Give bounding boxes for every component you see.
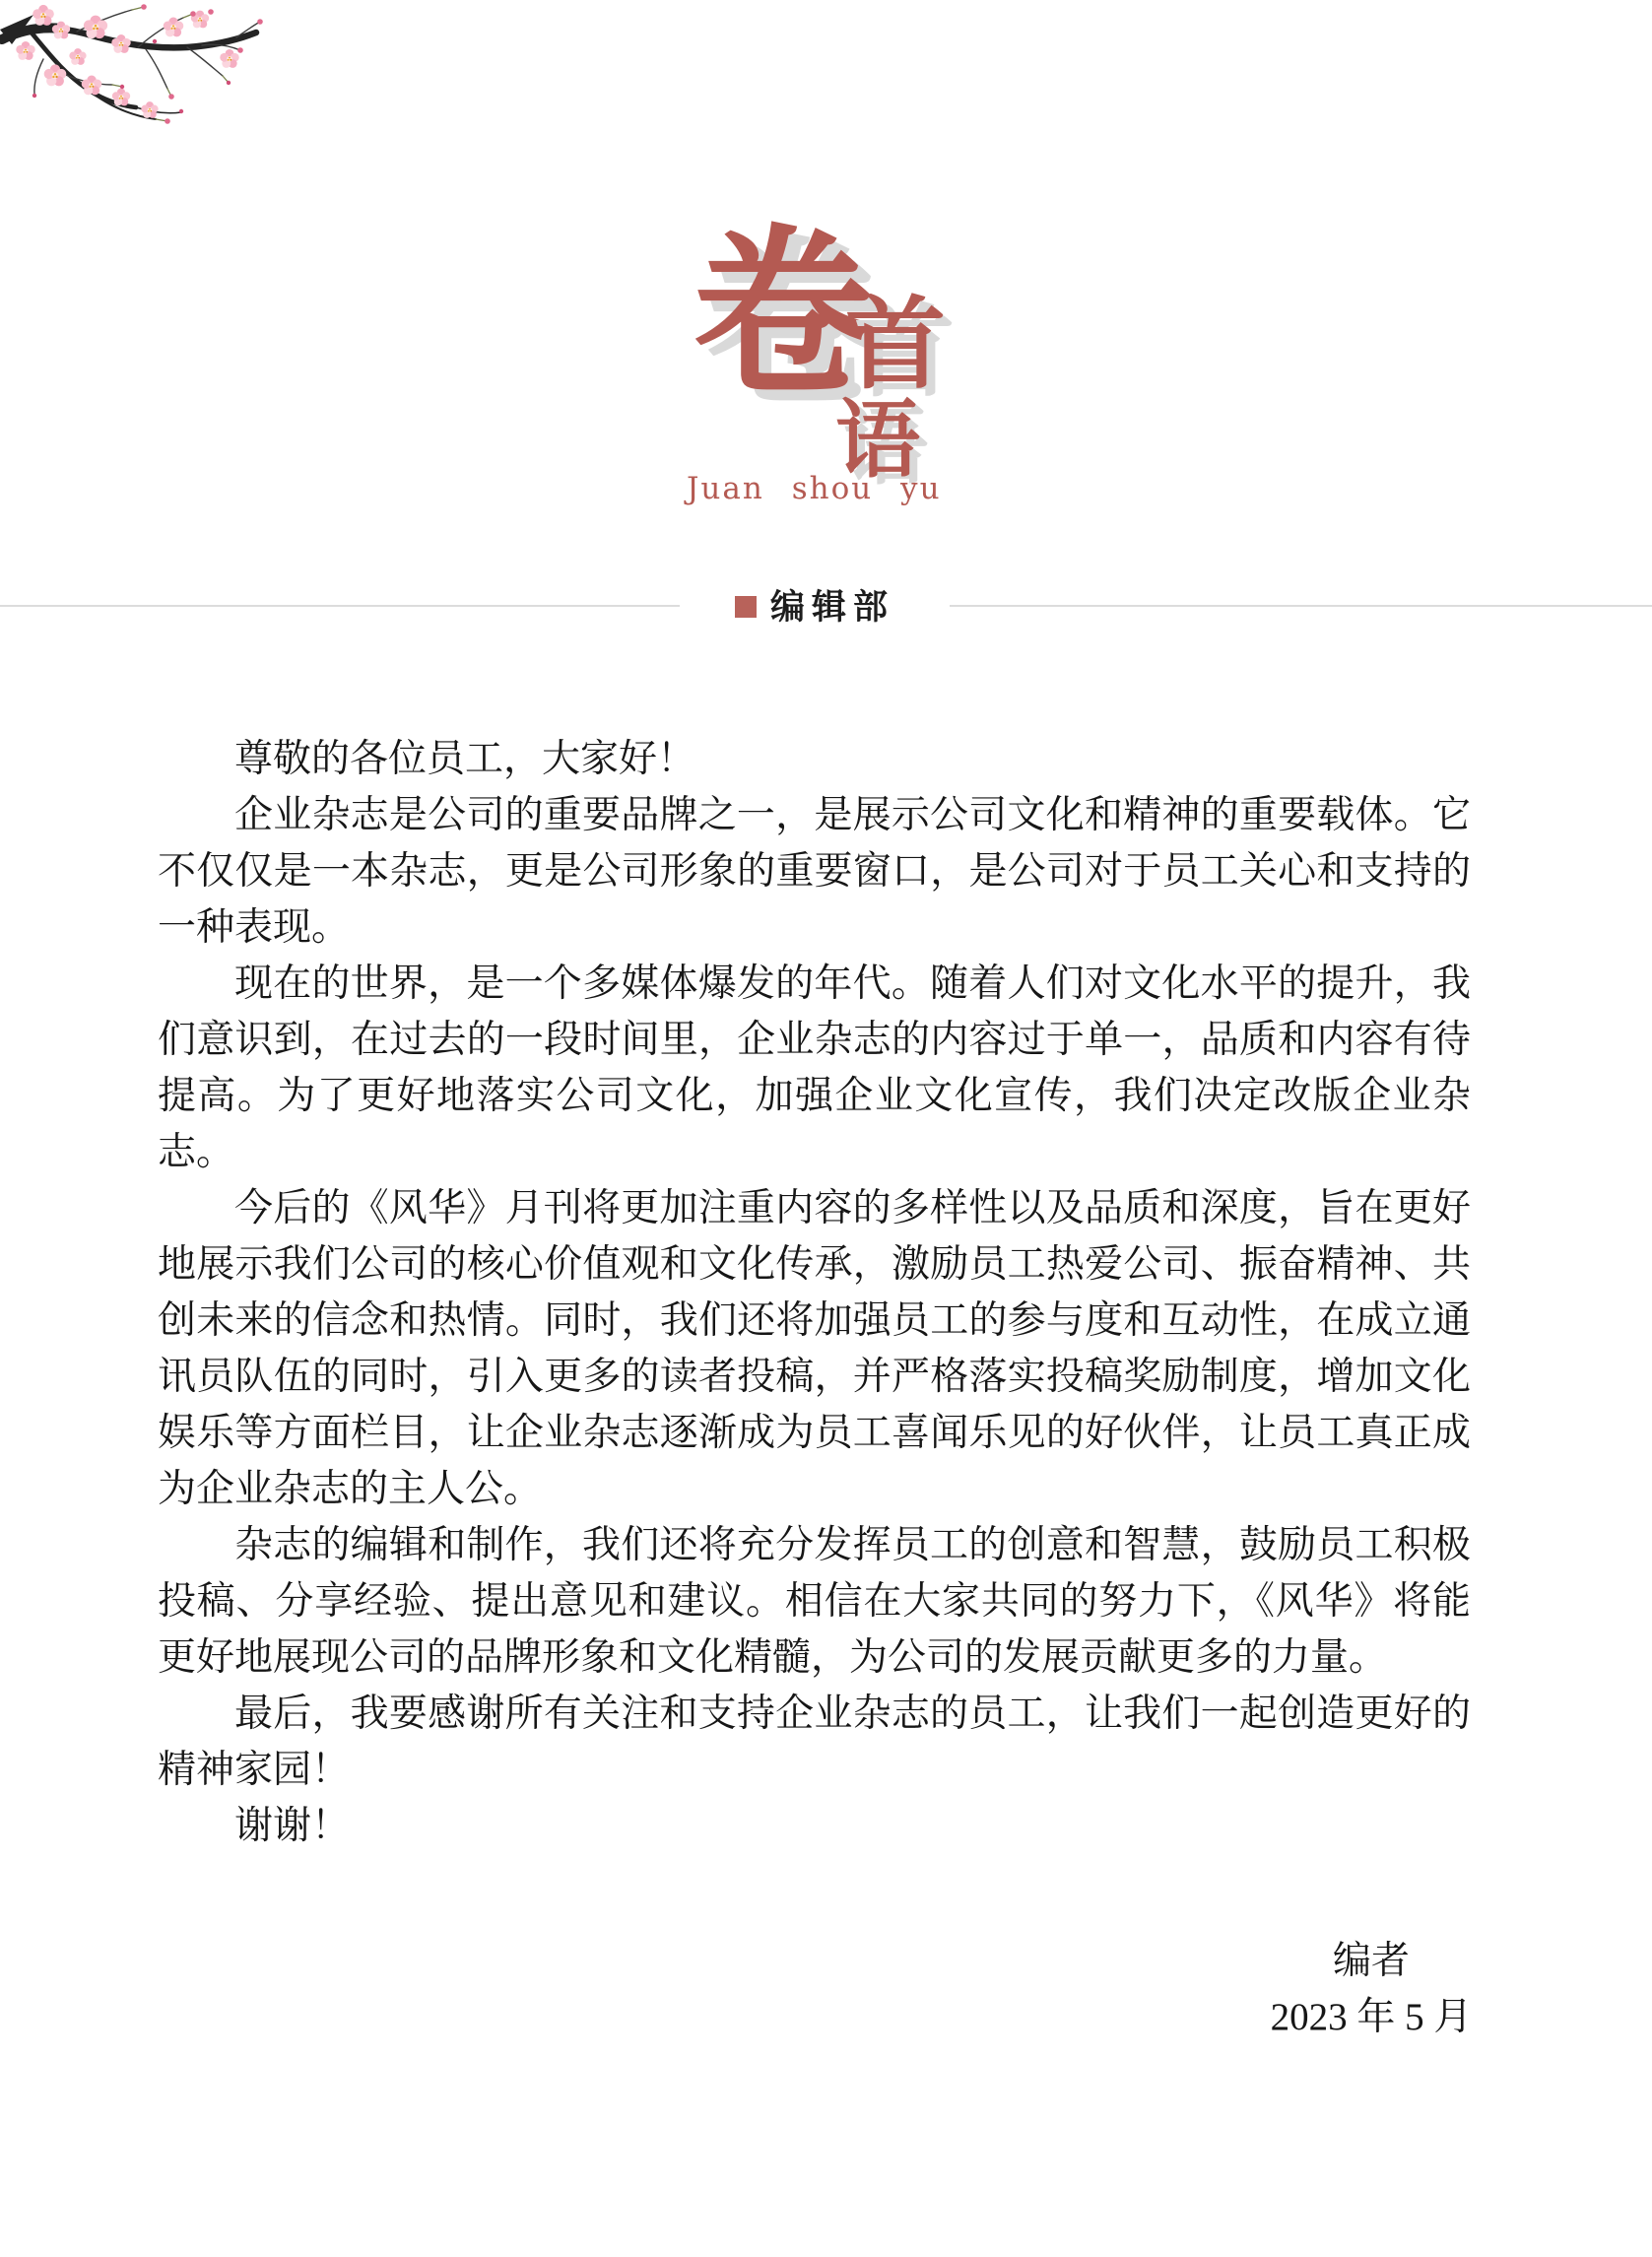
paragraph-closing: 谢谢！	[234, 1805, 351, 1847]
title-char-yu: 语	[835, 390, 920, 490]
letter-body	[158, 731, 1471, 1854]
signature-author: 编者	[1332, 1940, 1410, 1982]
section-label-text: 编辑部	[769, 588, 894, 627]
plum-blossom-decoration-icon	[0, 0, 268, 138]
title-char-juan: 卷	[693, 207, 875, 420]
title-romanization: Juan shou yu	[687, 471, 942, 506]
paragraph-thanks: 最后，我要感谢所有关注和支持企业杂志的员工，让我们一起创造更好的精神家园！	[158, 1693, 1471, 1791]
signature-date: 2023 年 5 月	[1270, 1996, 1473, 2038]
paragraph-editing: 杂志的编辑和制作，我们还将充分发挥员工的创意和智慧，鼓励员工积极投稿、分享经验、提出意见和建议。相信在大家共同的努力下，《风华》将能更好地展现公司的品牌形象和文化精髓，为公司的发展贡献更多的力量。	[158, 1524, 1471, 1679]
title-char-shou: 首	[845, 286, 946, 404]
red-square-bullet-icon	[735, 596, 757, 618]
signature-block	[1249, 1933, 1493, 2045]
paragraph-plans: 今后的《风华》月刊将更加注重内容的多样性以及品质和深度，旨在更好地展示我们公司的核心价值观和文化传承，激励员工热爱公司、振奋精神、共创未来的信念和热情。同时，我们还将加强员工的参与度和互动性，在成立通讯员队伍的同时，引入更多的读者投稿，并严格落实投稿奖励制度，增加文化娱乐等方面栏目，让企业杂志逐渐成为员工喜闻乐见的好伙伴，让员工真正成为企业杂志的主人公。	[158, 1187, 1471, 1510]
section-label	[680, 574, 950, 635]
paragraph-intro: 企业杂志是公司的重要品牌之一，是展示公司文化和精神的重要载体。它不仅仅是一本杂志，更是公司形象的重要窗口，是公司对于员工关心和支持的一种表现。	[158, 794, 1471, 949]
paragraph-greeting: 尊敬的各位员工，大家好！	[234, 738, 696, 780]
paragraph-background: 现在的世界，是一个多媒体爆发的年代。随着人们对文化水平的提升，我们意识到，在过去的一段时间里，企业杂志的内容过于单一，品质和内容有待提高。为了更好地落实公司文化，加强企业文化宣传，我们决定改版企业杂志。	[158, 963, 1471, 1173]
